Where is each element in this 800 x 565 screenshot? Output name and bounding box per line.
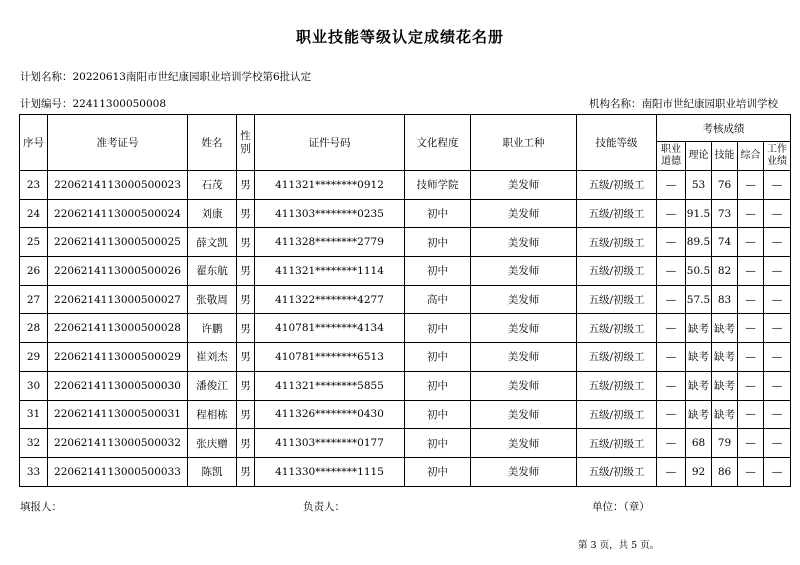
cell-skill: 缺考 [712, 343, 738, 372]
cell-education: 初中 [405, 429, 471, 458]
cell-exam-no: 2206214113000500025 [48, 228, 188, 257]
cell-level: 五级/初级工 [577, 429, 657, 458]
cell-job: 美发师 [471, 199, 577, 228]
cell-exam-no: 2206214113000500026 [48, 257, 188, 286]
table-row [20, 343, 791, 372]
cell-id-no: 411321********0912 [255, 171, 405, 200]
cell-level: 五级/初级工 [577, 371, 657, 400]
table-row [20, 285, 791, 314]
unit-seal-label: 单位：（章） [592, 501, 650, 513]
cell-gender: 男 [237, 429, 255, 458]
cell-seq: 33 [20, 457, 48, 486]
table-row [20, 457, 791, 486]
cell-seq: 30 [20, 371, 48, 400]
cell-work: — [764, 371, 791, 400]
cell-name: 许鹏 [188, 314, 237, 343]
cell-exam-no: 2206214113000500029 [48, 343, 188, 372]
header-exam-no: 准考证号 [48, 115, 188, 171]
cell-gender: 男 [237, 371, 255, 400]
cell-education: 技师学院 [405, 171, 471, 200]
cell-overall: — [738, 314, 764, 343]
cell-work: — [764, 228, 791, 257]
cell-name: 陈凯 [188, 457, 237, 486]
cell-exam-no: 2206214113000500033 [48, 457, 188, 486]
cell-theory: 缺考 [686, 343, 712, 372]
filler-label: 填报人： [20, 501, 62, 513]
cell-skill: 82 [712, 257, 738, 286]
cell-theory: 53 [686, 171, 712, 200]
cell-skill: 74 [712, 228, 738, 257]
cell-education: 初中 [405, 457, 471, 486]
document-title: 职业技能等级认定成绩花名册 [295, 28, 504, 46]
header-id-no: 证件号码 [255, 115, 405, 171]
plan-number: 计划编号：22411300050008 [20, 98, 167, 110]
organization-name: 机构名称：南阳市世纪康园职业培训学校 [589, 98, 778, 110]
cell-education: 初中 [405, 199, 471, 228]
cell-level: 五级/初级工 [577, 228, 657, 257]
cell-work: — [764, 343, 791, 372]
cell-gender: 男 [237, 343, 255, 372]
cell-overall: — [738, 343, 764, 372]
cell-overall: — [738, 285, 764, 314]
cell-name: 翟东航 [188, 257, 237, 286]
cell-job: 美发师 [471, 343, 577, 372]
cell-id-no: 411321********5855 [255, 371, 405, 400]
table-row [20, 228, 791, 257]
cell-skill: 缺考 [712, 400, 738, 429]
header-job: 职业工种 [471, 115, 577, 171]
header-education: 文化程度 [405, 115, 471, 171]
cell-seq: 27 [20, 285, 48, 314]
cell-job: 美发师 [471, 171, 577, 200]
cell-skill: 73 [712, 199, 738, 228]
header-skill: 技能 [712, 142, 738, 171]
cell-seq: 24 [20, 199, 48, 228]
cell-ethics: — [657, 228, 686, 257]
cell-ethics: — [657, 371, 686, 400]
header-name: 姓名 [188, 115, 237, 171]
cell-name: 刘康 [188, 199, 237, 228]
cell-name: 张敬周 [188, 285, 237, 314]
cell-level: 五级/初级工 [577, 400, 657, 429]
cell-work: — [764, 314, 791, 343]
cell-gender: 男 [237, 199, 255, 228]
cell-overall: — [738, 199, 764, 228]
cell-seq: 25 [20, 228, 48, 257]
cell-theory: 91.5 [686, 199, 712, 228]
cell-overall: — [738, 228, 764, 257]
plan-name: 计划名称：20220613南阳市世纪康园职业培训学校第6批认定 [20, 71, 312, 83]
cell-id-no: 411322********4277 [255, 285, 405, 314]
cell-gender: 男 [237, 257, 255, 286]
cell-name: 潘俊江 [188, 371, 237, 400]
cell-education: 初中 [405, 228, 471, 257]
cell-ethics: — [657, 199, 686, 228]
cell-job: 美发师 [471, 400, 577, 429]
table-row [20, 400, 791, 429]
cell-level: 五级/初级工 [577, 457, 657, 486]
cell-id-no: 410781********6513 [255, 343, 405, 372]
cell-theory: 68 [686, 429, 712, 458]
cell-seq: 29 [20, 343, 48, 372]
cell-job: 美发师 [471, 457, 577, 486]
cell-ethics: — [657, 400, 686, 429]
table-row [20, 314, 791, 343]
cell-seq: 31 [20, 400, 48, 429]
cell-job: 美发师 [471, 285, 577, 314]
cell-exam-no: 220621411300050002З [48, 171, 188, 200]
cell-ethics: — [657, 457, 686, 486]
cell-job: 美发师 [471, 228, 577, 257]
cell-education: 初中 [405, 400, 471, 429]
cell-id-no: 411303********0235 [255, 199, 405, 228]
cell-work: — [764, 199, 791, 228]
cell-ethics: — [657, 314, 686, 343]
table-row [20, 429, 791, 458]
cell-skill: 79 [712, 429, 738, 458]
cell-gender: 男 [237, 228, 255, 257]
cell-skill: 86 [712, 457, 738, 486]
cell-id-no: 411303********0177 [255, 429, 405, 458]
cell-job: 美发师 [471, 257, 577, 286]
cell-level: 五级/初级工 [577, 257, 657, 286]
cell-education: 初中 [405, 371, 471, 400]
cell-name: 崔刘杰 [188, 343, 237, 372]
responsible-label: 负责人： [303, 501, 345, 513]
cell-education: 初中 [405, 343, 471, 372]
cell-job: 美发师 [471, 429, 577, 458]
table-row [20, 257, 791, 286]
cell-id-no: 411321********1114 [255, 257, 405, 286]
header-theory: 理论 [686, 142, 712, 171]
cell-exam-no: 2206214113000500032 [48, 429, 188, 458]
header-work: 工作业绩 [764, 142, 791, 171]
cell-exam-no: 2206214113000500028 [48, 314, 188, 343]
cell-overall: — [738, 429, 764, 458]
cell-theory: 89.5 [686, 228, 712, 257]
cell-skill: 76 [712, 171, 738, 200]
cell-exam-no: 2206214113000500024 [48, 199, 188, 228]
cell-work: — [764, 457, 791, 486]
cell-education: 初中 [405, 314, 471, 343]
cell-gender: 男 [237, 285, 255, 314]
cell-theory: 缺考 [686, 400, 712, 429]
cell-work: — [764, 171, 791, 200]
cell-seq: 28 [20, 314, 48, 343]
cell-theory: 57.5 [686, 285, 712, 314]
score-roster-table [19, 114, 791, 487]
page-indicator: 第 3 页，共 5 页。 [578, 540, 660, 551]
header-overall: 综合 [738, 142, 764, 171]
cell-overall: — [738, 400, 764, 429]
table-row [20, 371, 791, 400]
cell-skill: 缺考 [712, 371, 738, 400]
cell-work: — [764, 285, 791, 314]
cell-name: 薛文凯 [188, 228, 237, 257]
cell-name: 石茂 [188, 171, 237, 200]
cell-level: 五级/初级工 [577, 171, 657, 200]
header-scores: 考核成绩 [657, 115, 791, 142]
cell-seq: 23 [20, 171, 48, 200]
cell-exam-no: 2206214113000500027 [48, 285, 188, 314]
cell-job: 美发师 [471, 371, 577, 400]
cell-exam-no: 2206214113000500031 [48, 400, 188, 429]
cell-education: 初中 [405, 257, 471, 286]
header-seq: 序号 [20, 115, 48, 171]
cell-id-no: 410781********4134 [255, 314, 405, 343]
cell-overall: — [738, 257, 764, 286]
cell-ethics: — [657, 171, 686, 200]
cell-ethics: — [657, 257, 686, 286]
header-level: 技能等级 [577, 115, 657, 171]
cell-overall: — [738, 171, 764, 200]
cell-theory: 50.5 [686, 257, 712, 286]
cell-id-no: 411330********1115 [255, 457, 405, 486]
cell-id-no: 411326********0430 [255, 400, 405, 429]
cell-education: 高中 [405, 285, 471, 314]
cell-theory: 92 [686, 457, 712, 486]
table-row [20, 171, 791, 200]
header-gender: 性别 [237, 115, 255, 171]
cell-level: 五级/初级工 [577, 285, 657, 314]
cell-exam-no: 2206214113000500030 [48, 371, 188, 400]
cell-id-no: 411328********2779 [255, 228, 405, 257]
cell-level: 五级/初级工 [577, 314, 657, 343]
cell-gender: 男 [237, 314, 255, 343]
table-row [20, 199, 791, 228]
cell-theory: 缺考 [686, 314, 712, 343]
cell-gender: 男 [237, 457, 255, 486]
cell-ethics: — [657, 429, 686, 458]
cell-job: 美发师 [471, 314, 577, 343]
cell-seq: 26 [20, 257, 48, 286]
cell-overall: — [738, 457, 764, 486]
cell-work: — [764, 400, 791, 429]
cell-theory: 缺考 [686, 371, 712, 400]
header-ethics: 职业道德 [657, 142, 686, 171]
cell-work: — [764, 257, 791, 286]
cell-level: 五级/初级工 [577, 343, 657, 372]
cell-work: — [764, 429, 791, 458]
cell-name: 张庆赠 [188, 429, 237, 458]
cell-ethics: — [657, 343, 686, 372]
cell-seq: 32 [20, 429, 48, 458]
cell-skill: 缺考 [712, 314, 738, 343]
cell-gender: 男 [237, 171, 255, 200]
cell-overall: — [738, 371, 764, 400]
cell-ethics: — [657, 285, 686, 314]
cell-level: 五级/初级工 [577, 199, 657, 228]
cell-skill: 83 [712, 285, 738, 314]
cell-name: 程相栋 [188, 400, 237, 429]
cell-gender: 男 [237, 400, 255, 429]
